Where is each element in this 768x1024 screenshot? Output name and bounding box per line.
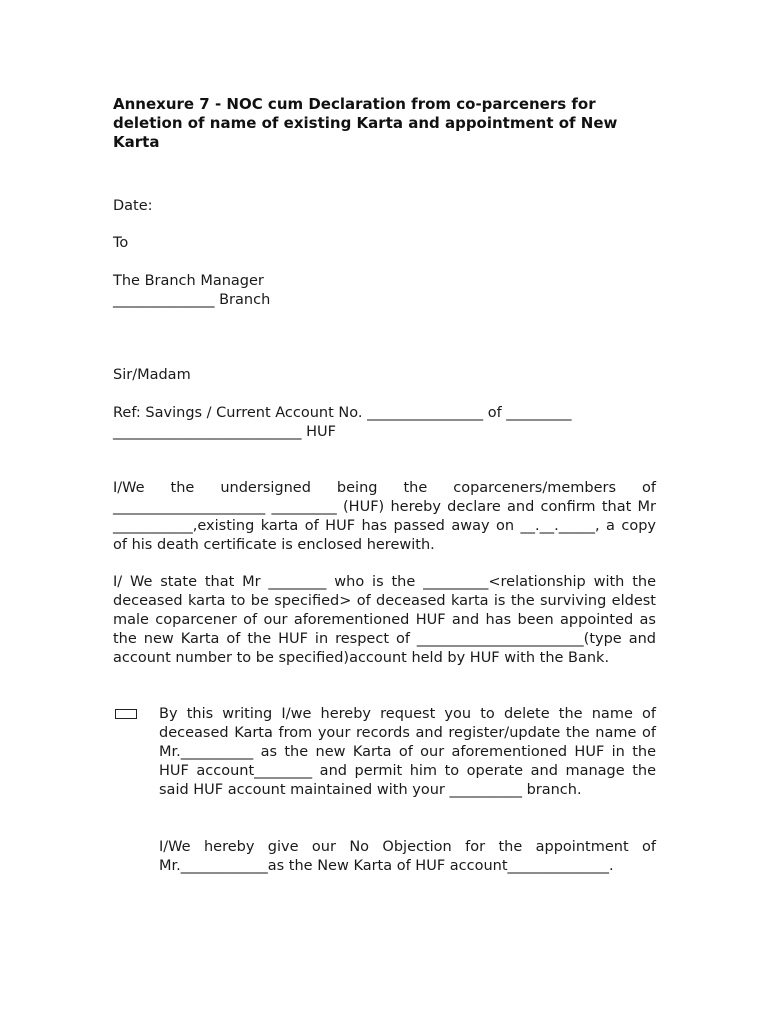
addressee: The Branch Manager [113,273,264,289]
to-label: To [113,235,129,251]
statement-paragraph: I/ We state that Mr ________ who is the _________<relationship with the deceased karta to be specified> of deceased karta is the surviving eldest male coparcener of our aforementioned HUF and has been appointed as the new Karta of the HUF in respect of _______________________(type and account number to be specified)account held by HUF with the Bank. [113,574,656,666]
ref-line-1: Ref: Savings / Current Account No. ________________ of _________ [113,405,572,421]
no-objection-paragraph: I/We hereby give our No Objection for the appointment of Mr.____________as the New Karta of HUF account______________. [159,839,656,874]
declaration-paragraph: I/We the undersigned being the coparceners/members of _____________________ _________ (HUF) hereby declare and confirm that Mr ___________,existing karta of HUF has passed away on __.__._____, a copy of his death certificate is enclosed herewith. [113,480,656,553]
document-title: Annexure 7 - NOC cum Declaration from co-parceners for deletion of name of existing Karta and appointment of New Karta [113,95,618,151]
document-page [113,0,656,1024]
request-paragraph: By this writing I/we hereby request you to delete the name of deceased Karta from your records and register/update the name of Mr.__________ as the new Karta of our aforementioned HUF in the HUF account________ and permit him to operate and manage the said HUF account maintained with your __________ branch. [159,706,656,798]
date-label: Date: [113,198,153,214]
consent-checkbox[interactable] [115,709,137,719]
salutation: Sir/Madam [113,367,191,383]
branch-line: ______________ Branch [113,292,271,308]
ref-line-2: __________________________ HUF [113,424,336,440]
